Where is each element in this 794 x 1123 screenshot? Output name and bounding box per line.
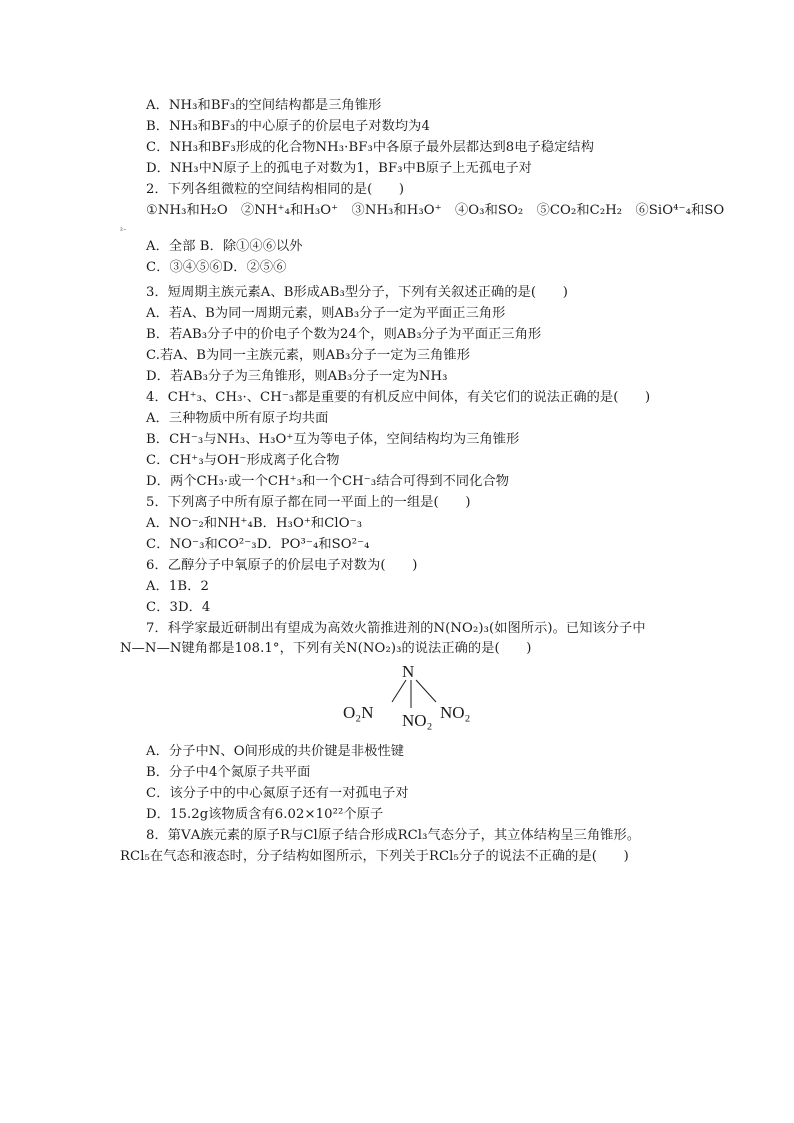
left-no2-label: O₂N: [343, 703, 374, 722]
q3-option-b: B．若AB₃分子中的价电子个数为24个，则AB₃分子为平面正三角形: [146, 327, 542, 342]
bond-right: [416, 680, 436, 702]
q2-options-cd: C．③④⑤⑥D．②⑤⑥: [146, 260, 287, 275]
q6-options-cd: C．3D．4: [146, 600, 211, 615]
q2-wrap-charge: ²⁻: [120, 227, 127, 235]
q7-option-b: B．分子中4个氮原子共平面: [146, 765, 311, 780]
central-nitrogen-label: N: [402, 662, 415, 681]
q7-option-d: D．15.2g该物质含有6.02×10²²个原子: [146, 807, 384, 822]
q6-stem: 6．乙醇分子中氧原子的价层电子对数为( ): [146, 558, 418, 573]
q6-options-ab: A．1B．2: [146, 579, 209, 594]
q8-stem-line1: 8．第ⅤA族元素的原子R与Cl原子结合形成RCl₃气态分子，其立体结构呈三角锥形。: [146, 828, 641, 843]
q5-options-ab: A．NO⁻₂和NH⁺₄B．H₃O⁺和ClO⁻₃: [146, 516, 363, 531]
q4-option-c: C．CH⁺₃与OH⁻形成离子化合物: [146, 453, 340, 468]
q5-options-cd: C．NO⁻₃和CO²⁻₃D．PO³⁻₄和SO²⁻₄: [146, 537, 370, 552]
q7-option-a: A．分子中N、O间形成的共价键是非极性键: [146, 744, 405, 759]
q3-stem: 3．短周期主族元素A、B形成AB₃型分子，下列有关叙述正确的是( ): [146, 285, 568, 300]
q3-option-c: C.若A、B为同一主族元素，则AB₃分子一定为三角锥形: [146, 348, 470, 363]
q4-option-a: A．三种物质中所有原子均共面: [146, 411, 329, 426]
q5-stem: 5．下列离子中所有原子都在同一平面上的一组是( ): [146, 495, 471, 510]
q7-stem-line2: N—N—N键角都是108.1°，下列有关N(NO₂)₃的说法正确的是( ): [120, 641, 532, 656]
q1-option-d: D．NH₃中N原子上的孤电子对数为1，BF₃中B原子上无孤电子对: [146, 161, 532, 176]
q2-stem: 2．下列各组微粒的空间结构相同的是( ): [146, 182, 405, 197]
bond-left: [392, 680, 406, 702]
q1-option-b: B．NH₃和BF₃的中心原子的价层电子对数均为4: [146, 119, 430, 134]
q4-stem: 4．CH⁺₃、CH₃·、CH⁻₃都是重要的有机反应中间体，有关它们的说法正确的是( ): [146, 390, 651, 405]
q3-option-d: D．若AB₃分子为三角锥形，则AB₃分子一定为NH₃: [146, 369, 448, 384]
q4-option-d: D．两个CH₃·或一个CH⁺₃和一个CH⁻₃结合可得到不同化合物: [146, 474, 510, 489]
right-no2-label: NO₂: [440, 703, 471, 722]
n-no2-3-structure-figure: [330, 660, 500, 738]
q1-option-c: C．NH₃和BF₃形成的化合物NH₃·BF₃中各原子最外层都达到8电子稳定结构: [146, 140, 594, 155]
middle-no2-label: NO₂: [402, 711, 433, 730]
q7-stem-line1: 7．科学家最近研制出有望成为高效火箭推进剂的N(NO₂)₃(如图所示)。已知该分子中: [146, 621, 646, 636]
q2-species-list: ①NH₃和H₂O ②NH⁺₄和H₃O⁺ ③NH₃和H₃O⁺ ④O₃和SO₂ ⑤CO₂和C₂H₂ ⑥SiO⁴⁻₄和SO: [146, 203, 725, 218]
q4-option-b: B．CH⁻₃与NH₃、H₃O⁺互为等电子体，空间结构均为三角锥形: [146, 432, 520, 447]
q2-options-ab: A．全部 B．除①④⑥以外: [146, 239, 303, 254]
q8-stem-line2: RCl₅在气态和液态时，分子结构如图所示，下列关于RCl₅分子的说法不正确的是( ): [120, 849, 629, 864]
q3-option-a: A．若A、B为同一周期元素，则AB₃分子一定为平面正三角形: [146, 306, 506, 321]
q7-option-c: C．该分子中的中心氮原子还有一对孤电子对: [146, 786, 409, 801]
q1-option-a: A．NH₃和BF₃的空间结构都是三角锥形: [146, 98, 382, 113]
